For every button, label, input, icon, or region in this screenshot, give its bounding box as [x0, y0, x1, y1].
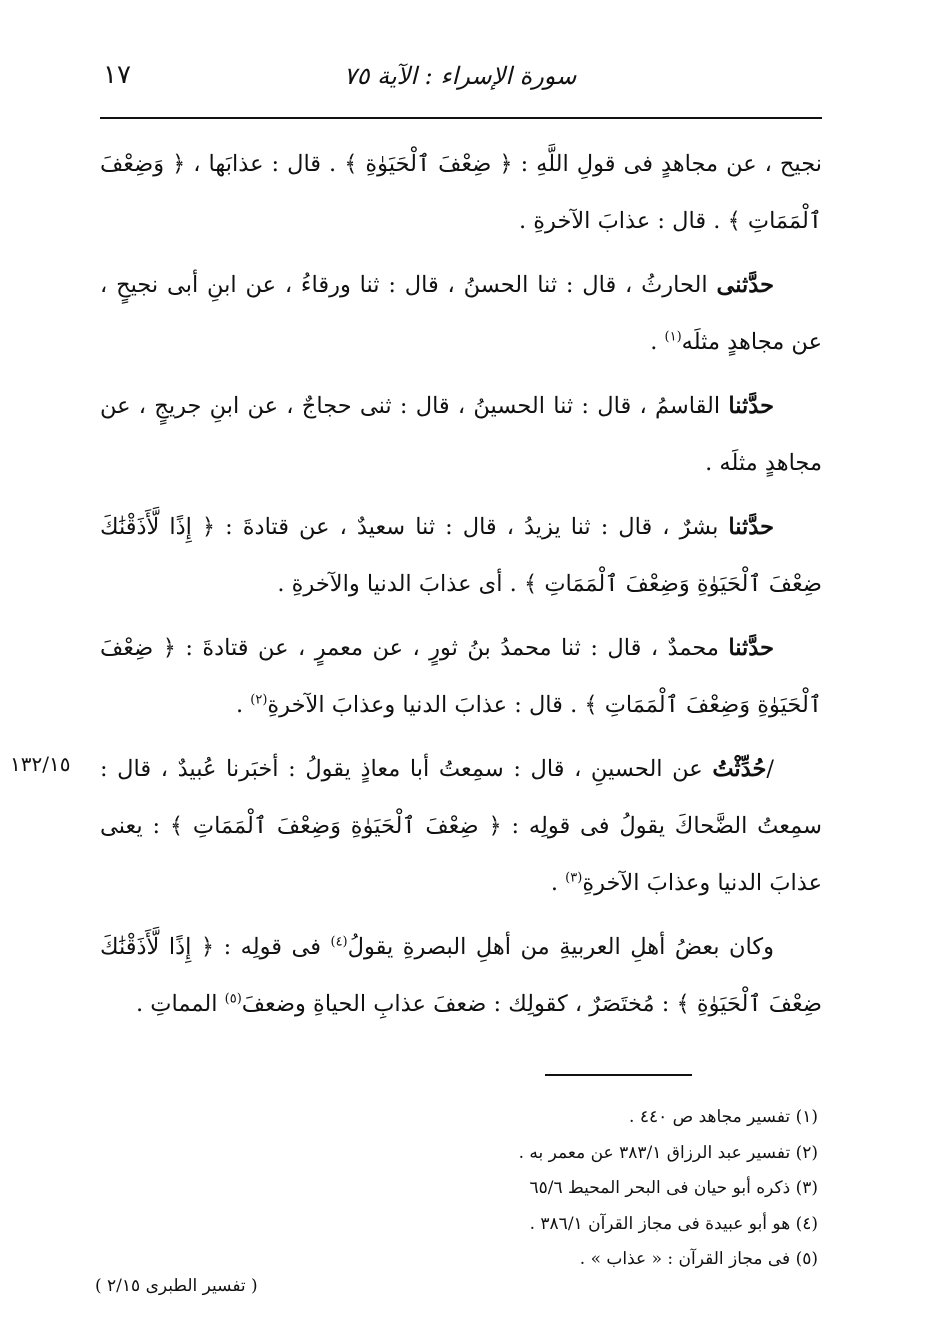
page-break-mark: / — [766, 756, 774, 782]
footnote-2: (٢) تفسير عبد الرزاق ٣٨٣/١ عن معمر به . — [518, 1142, 818, 1163]
isnad-lead: حدَّثنا — [728, 393, 774, 419]
footnote-3: (٣) ذكره أبو حيان فى البحر المحيط ٦٥/٦ — [529, 1178, 818, 1198]
text-run: فى قولِه : — [214, 934, 331, 960]
text-run: عن الحسينِ ، قال : سمِعتُ أبا معاذٍ يقولُ : أخبَرنا عُبيدٌ ، قال : سمِعتُ الضَّحاكَ يقولُ فى قولِه : — [100, 756, 822, 839]
text-run: المماتِ . — [136, 991, 225, 1017]
isnad-lead: حُدِّثْتُ — [712, 756, 767, 782]
quran-quote: ﴿ ضِعْفَ ٱلْحَيَوٰةِ ﴾ — [344, 151, 513, 177]
text-run: . أى عذابَ الدنيا والآخرةِ . — [277, 571, 524, 597]
footnote-divider — [545, 1074, 692, 1076]
paragraph-4 — [100, 499, 822, 613]
footnote-marker: (٥) — [224, 991, 242, 1007]
text-run: نجيح ، عن مجاهدٍ فى قولِ اللَّهِ : — [512, 151, 822, 177]
footnote-marker: (١) — [664, 329, 682, 345]
paragraph-3 — [100, 378, 822, 492]
text-run: . قال : عذابَ الآخرةِ . — [518, 208, 728, 234]
text-run: . — [235, 692, 251, 718]
paragraph-5 — [100, 620, 822, 734]
quran-quote: ﴿ وَضِعْفَ ٱلْمَمَاتِ ﴾ — [100, 151, 822, 234]
footnote-1: (١) تفسير مجاهد ص ٤٤٠ . — [629, 1107, 818, 1127]
text-run: بشرٌ ، قال : ثنا يزيدُ ، قال : ثنا سعيدٌ ، عن قتادةَ : — [215, 514, 729, 540]
footnote-marker: (٣) — [565, 870, 583, 886]
main-text — [100, 136, 822, 1040]
footnote-marker: (٢) — [250, 692, 268, 708]
paragraph-7 — [100, 919, 822, 1033]
footnote-marker: (٤) — [330, 934, 348, 950]
paragraph-2 — [100, 257, 822, 371]
text-run: . قال : عذابَها ، — [185, 151, 345, 177]
footnote-5: (٥) فى مجاز القرآن : « عذاب » . — [579, 1249, 818, 1269]
footnotes — [400, 1100, 818, 1278]
header-divider — [100, 117, 822, 119]
text-run: محمدٌ ، قال : ثنا محمدُ بنُ ثورٍ ، عن معمرٍ ، عن قتادةَ : — [175, 635, 729, 661]
text-run: الحارثُ ، قال : ثنا الحسنُ ، قال : ثنا ورقاءُ ، عن ابنِ أبى نجيحٍ ، عن مجاهدٍ مثلَه — [100, 272, 822, 355]
text-run: وكان بعضُ أهلِ العربيةِ من أهلِ البصرةِ يقولُ — [347, 934, 774, 960]
text-run: . قال : عذابَ الدنيا وعذابَ الآخرةِ — [267, 692, 585, 718]
text-run: : مُختَصَرٌ ، كقولِك : ضعفَ عذابِ الحياةِ وضعفَ — [241, 991, 677, 1017]
paragraph-6 — [100, 741, 822, 912]
isnad-lead: حدَّثنا — [728, 514, 774, 540]
quran-quote: ﴿ إِذًا لَّأَذَقْنَٰكَ ضِعْفَ ٱلْحَيَوٰةِ ﴾ — [100, 934, 822, 1017]
isnad-lead: حدَّثنى — [716, 272, 774, 298]
quran-quote: ﴿ ضِعْفَ ٱلْحَيَوٰةِ وَضِعْفَ ٱلْمَمَاتِ ﴾ — [169, 813, 502, 839]
text-run: القاسمُ ، قال : ثنا الحسينُ ، قال : ثنى حجاجٌ ، عن ابنِ جريجٍ ، عن مجاهدٍ مثلَه . — [100, 393, 822, 476]
page-number: ١٧ — [103, 60, 131, 90]
running-header-title: سورة الإسراء : الآية ٧٥ — [343, 62, 577, 90]
paragraph-1 — [100, 136, 822, 250]
quran-quote: ﴿ إِذًا لَّأَذَقْنَٰكَ ضِعْفَ ٱلْحَيَوٰةِ وَضِعْفَ ٱلْمَمَاتِ ﴾ — [100, 514, 822, 597]
quran-quote: ﴿ ضِعْفَ ٱلْحَيَوٰةِ وَضِعْفَ ٱلْمَمَاتِ ﴾ — [100, 635, 822, 718]
margin-reference: ١٣٢/١٥ — [10, 752, 71, 776]
isnad-lead: حدَّثنا — [728, 635, 774, 661]
text-run: . — [650, 329, 665, 355]
text-run: . — [550, 870, 566, 896]
footnote-4: (٤) هو أبو عبيدة فى مجاز القرآن ٣٨٦/١ . — [529, 1213, 818, 1234]
text-run: : يعنى عذابَ الدنيا وعذابَ الآخرةِ — [100, 813, 822, 896]
book-footer: ( تفسير الطبرى ٢/١٥ ) — [95, 1276, 258, 1296]
